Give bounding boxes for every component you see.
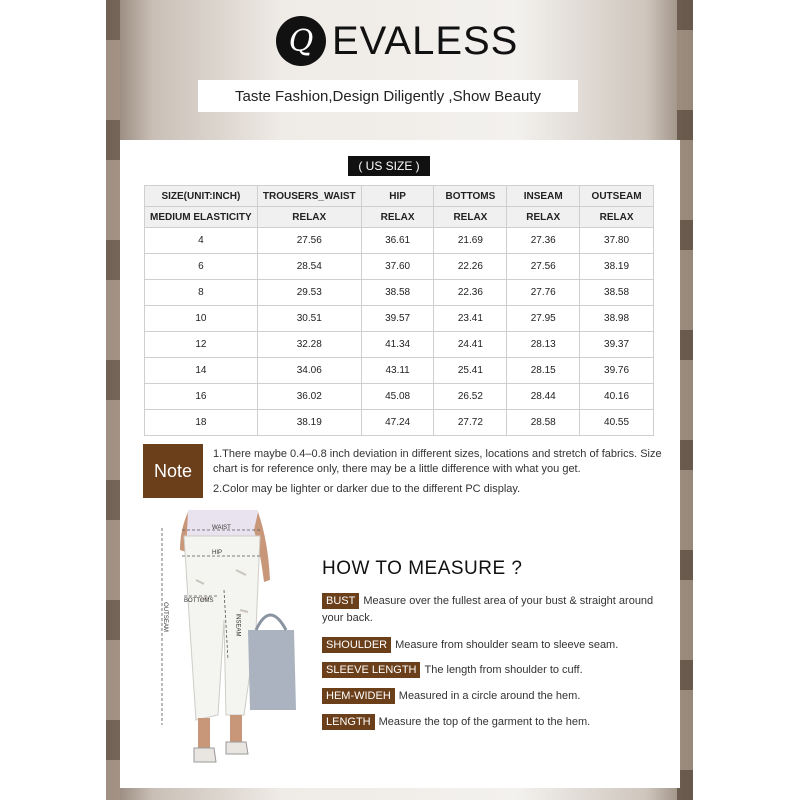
table-row xyxy=(145,384,654,410)
table-row xyxy=(145,358,654,384)
size-system-label: ( US SIZE ) xyxy=(348,156,430,176)
size-cell: 14 xyxy=(145,358,258,384)
measurement-cell: 45.08 xyxy=(361,384,434,410)
header-cell: RELAX xyxy=(507,207,580,228)
bottoms-label: BOTTOMS xyxy=(184,598,214,604)
header-cell: MEDIUM ELASTICITY xyxy=(145,207,258,228)
table-row xyxy=(145,332,654,358)
header-cell: RELAX xyxy=(257,207,361,228)
measurement-cell: 25.41 xyxy=(434,358,507,384)
measurement-cell: 38.98 xyxy=(580,306,654,332)
measurement-cell: 27.56 xyxy=(507,254,580,280)
measurement-cell: 26.52 xyxy=(434,384,507,410)
measure-item-shoulder xyxy=(322,637,662,654)
measure-tag: LENGTH xyxy=(322,714,375,730)
measurement-cell: 22.26 xyxy=(434,254,507,280)
brand-logo xyxy=(276,16,518,66)
measurement-cell: 27.56 xyxy=(257,228,361,254)
table-row xyxy=(145,410,654,436)
measure-item-bust xyxy=(322,593,662,627)
size-cell: 8 xyxy=(145,280,258,306)
measure-item-length xyxy=(322,714,662,731)
note-line-1: 1.There maybe 0.4–0.8 inch deviation in different sizes, locations and stretch of fabrics. Size chart is for reference only, there may be a little difference with what you get. xyxy=(213,448,662,475)
note-line-2: 2.Color may be lighter or darker due to the different PC display. xyxy=(213,483,521,495)
table-row xyxy=(145,280,654,306)
measurement-cell: 28.13 xyxy=(507,332,580,358)
brand-name: EVALESS xyxy=(332,18,519,63)
measurement-cell: 21.69 xyxy=(434,228,507,254)
table-row xyxy=(145,228,654,254)
measurement-cell: 38.58 xyxy=(361,280,434,306)
measurement-cell: 39.76 xyxy=(580,358,654,384)
header-cell: OUTSEAM xyxy=(580,186,654,207)
waist-label: WAIST xyxy=(212,525,231,531)
measurement-cell: 38.19 xyxy=(580,254,654,280)
measure-desc: The length from shoulder to cuff. xyxy=(424,664,583,676)
measure-item-sleeve-length xyxy=(322,662,662,679)
measurement-cell: 41.34 xyxy=(361,332,434,358)
table-row xyxy=(145,254,654,280)
measurement-cell: 28.54 xyxy=(257,254,361,280)
header-cell: RELAX xyxy=(361,207,434,228)
note-badge: Note xyxy=(143,444,203,498)
slogan: Taste Fashion,Design Diligently ,Show Beauty xyxy=(198,80,578,112)
logo-mark-icon: Q xyxy=(276,16,326,66)
measurement-cell: 28.15 xyxy=(507,358,580,384)
inseam-label: INSEAM xyxy=(234,613,241,637)
measurement-cell: 39.57 xyxy=(361,306,434,332)
measurement-cell: 28.58 xyxy=(507,410,580,436)
header-cell: RELAX xyxy=(434,207,507,228)
measurement-cell: 40.55 xyxy=(580,410,654,436)
measurement-cell: 22.36 xyxy=(434,280,507,306)
measurement-cell: 28.44 xyxy=(507,384,580,410)
model-illustration xyxy=(160,510,300,775)
building-left xyxy=(106,0,120,800)
measure-desc: Measure over the fullest area of your bust & straight around your back. xyxy=(322,595,654,624)
model-measurement-figure xyxy=(160,510,300,775)
measurement-cell: 38.19 xyxy=(257,410,361,436)
header-cell: RELAX xyxy=(580,207,654,228)
measurement-cell: 34.06 xyxy=(257,358,361,384)
table-row xyxy=(145,306,654,332)
size-cell: 18 xyxy=(145,410,258,436)
size-cell: 6 xyxy=(145,254,258,280)
measurement-cell: 38.58 xyxy=(580,280,654,306)
measure-desc: Measure the top of the garment to the hem. xyxy=(378,716,591,728)
measurement-cell: 36.61 xyxy=(361,228,434,254)
measurement-cell: 40.16 xyxy=(580,384,654,410)
measurement-cell: 30.51 xyxy=(257,306,361,332)
size-cell: 12 xyxy=(145,332,258,358)
measurement-cell: 27.36 xyxy=(507,228,580,254)
measurement-cell: 39.37 xyxy=(580,332,654,358)
measurement-cell: 23.41 xyxy=(434,306,507,332)
measure-tag: SLEEVE LENGTH xyxy=(322,662,420,678)
header-cell: SIZE(UNIT:INCH) xyxy=(145,186,258,207)
size-cell: 16 xyxy=(145,384,258,410)
note-text xyxy=(213,447,663,502)
measurement-cell: 27.76 xyxy=(507,280,580,306)
size-cell: 4 xyxy=(145,228,258,254)
header-cell: BOTTOMS xyxy=(434,186,507,207)
measurement-cell: 24.41 xyxy=(434,332,507,358)
measure-tag: HEM-WIDEH xyxy=(322,688,395,704)
size-cell: 10 xyxy=(145,306,258,332)
measure-desc: Measure from shoulder seam to sleeve seam. xyxy=(395,639,619,651)
header-cell: TROUSERS_WAIST xyxy=(257,186,361,207)
size-chart-table xyxy=(144,185,654,436)
table-header-row xyxy=(145,207,654,228)
measurement-cell: 27.95 xyxy=(507,306,580,332)
table-header-row xyxy=(145,186,654,207)
measurement-cell: 37.60 xyxy=(361,254,434,280)
measure-tag: SHOULDER xyxy=(322,637,391,653)
header-cell: INSEAM xyxy=(507,186,580,207)
measure-desc: Measured in a circle around the hem. xyxy=(398,690,581,702)
measurement-cell: 29.53 xyxy=(257,280,361,306)
measure-item-hem-width xyxy=(322,688,662,705)
measurement-cell: 27.72 xyxy=(434,410,507,436)
measurement-cell: 32.28 xyxy=(257,332,361,358)
measurement-cell: 37.80 xyxy=(580,228,654,254)
measurement-cell: 47.24 xyxy=(361,410,434,436)
measurement-cell: 36.02 xyxy=(257,384,361,410)
hip-label: HIP xyxy=(212,550,223,556)
outseam-label: OUTSEAM xyxy=(161,602,168,632)
measure-tag: BUST xyxy=(322,593,359,609)
header-cell: HIP xyxy=(361,186,434,207)
how-to-measure-title: HOW TO MEASURE ? xyxy=(322,558,523,579)
measurement-cell: 43.11 xyxy=(361,358,434,384)
